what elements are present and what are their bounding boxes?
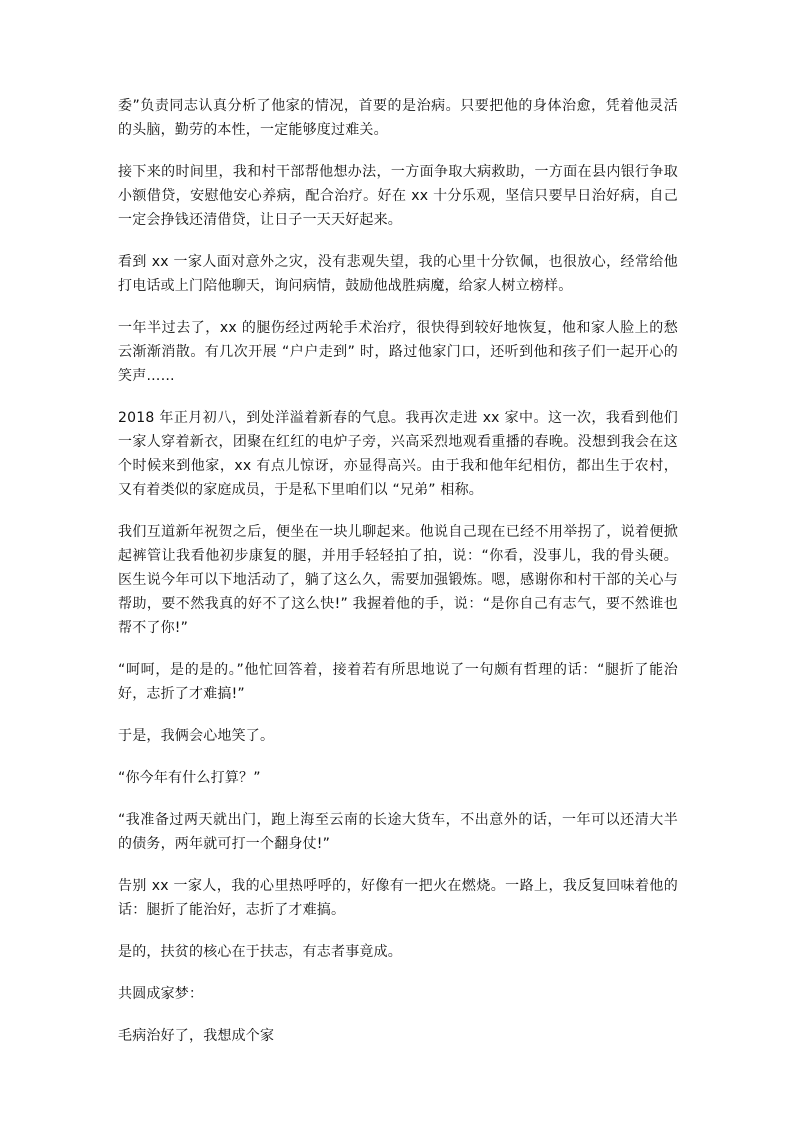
document-page xyxy=(118,94,678,1066)
paragraph: “你今年有什么打算？” xyxy=(118,770,261,786)
paragraph: 我们互道新年祝贺之后，便坐在一块儿聊起来。他说自己现在已经不用举拐了，说着便掀起裤管让我看他初步康复的腿，并用手轻轻拍了拍，说：“你看，没事儿，我的骨头硬。医生说今年可以下地活动了，躺了这么久，需要加强锻炼。嗯，感谢你和村干部的关心与帮助，要不然我真的好不了这么快!” 我握着他的手，说：“是你自己有志气，要不然谁也帮不了你!” xyxy=(118,524,678,636)
paragraph: 一年半过去了，xx 的腿伤经过两轮手术治疗，很快得到较好地恢复，他和家人脸上的愁云渐渐消散。有几次开展 “户户走到” 时，路过他家门口，还听到他和孩子们一起开心的笑声…… xyxy=(118,320,678,384)
paragraph: 接下来的时间里，我和村干部帮他想办法，一方面争取大病救助，一方面在县内银行争取小额借贷，安慰他安心养病，配合治疗。好在 xx 十分乐观，坚信只要早日治好病，自己一定会挣钱还清借贷，让日子一天天好起来。 xyxy=(118,164,678,228)
paragraph: 委”负责同志认真分析了他家的情况，首要的是治病。只要把他的身体治愈，凭着他灵活的头脑，勤劳的本性，一定能够度过难关。 xyxy=(118,98,678,138)
paragraph: 于是，我俩会心地笑了。 xyxy=(118,728,275,744)
paragraph: 是的，扶贫的核心在于扶志，有志者事竟成。 xyxy=(118,944,402,960)
paragraph: “我准备过两天就出门，跑上海至云南的长途大货车，不出意外的话，一年可以还清大半的债务，两年就可打一个翻身仗!” xyxy=(118,812,678,852)
paragraph: 告别 xx 一家人，我的心里热呼呼的，好像有一把火在燃烧。一路上，我反复回味着他的话：腿折了能治好，志折了才难搞。 xyxy=(118,878,678,918)
paragraph: 毛病治好了，我想成个家 xyxy=(118,1028,275,1044)
paragraph: 2018 年正月初八，到处洋溢着新春的气息。我再次走进 xx 家中。这一次，我看到他们一家人穿着新衣，团聚在红红的电炉子旁，兴高采烈地观看重播的春晚。没想到我会在这个时候来到他家，xx 有点儿惊讶，亦显得高兴。由于我和他年纪相仿，都出生于农村，又有着类似的家庭成员，于是私下里咱们以 “兄弟” 相称。 xyxy=(118,410,678,498)
paragraph: 看到 xx 一家人面对意外之灾，没有悲观失望，我的心里十分钦佩，也很放心，经常给他打电话或上门陪他聊天，询问病情，鼓励他战胜病魔，给家人树立榜样。 xyxy=(118,254,678,294)
section-heading: 共圆成家梦： xyxy=(118,986,204,1002)
paragraph: “呵呵，是的是的。”他忙回答着，接着若有所思地说了一句颇有哲理的话：“腿折了能治好，志折了才难搞!” xyxy=(118,662,678,702)
